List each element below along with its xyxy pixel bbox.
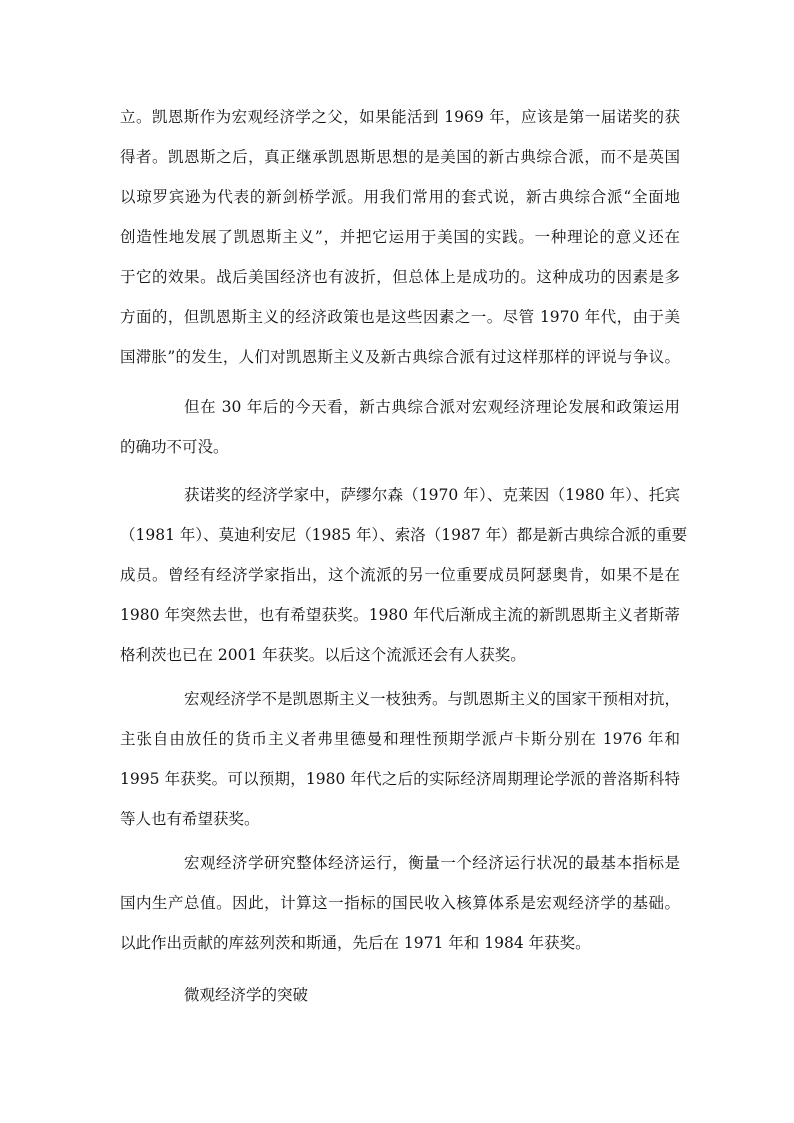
paragraph-keynes-legacy <box>120 97 680 377</box>
text-line: 得者。凯恩斯之后，真正继承凯恩斯思想的是美国的新古典综合派，而不是英国 <box>120 148 680 166</box>
text-line: 1980 年突然去世，也有希望获奖。1980 年代后渐成主流的新凯恩斯主义者斯蒂 <box>120 606 680 624</box>
text-line: （1981 年）、莫迪利安尼（1985 年）、索洛（1987 年）都是新古典综合派的重要 <box>120 526 688 544</box>
text-line: 立。凯恩斯作为宏观经济学之父，如果能活到 1969 年，应该是第一届诺奖的获 <box>120 108 680 126</box>
paragraph-national-accounts <box>120 843 680 963</box>
text-line: 获诺奖的经济学家中，萨缪尔森（1970 年）、克莱因（1980 年）、托宾 <box>184 486 680 504</box>
paragraph-nobel-laureates <box>120 475 688 675</box>
text-line: 宏观经济学不是凯恩斯主义一枝独秀。与凯恩斯主义的国家干预相对抗， <box>184 690 681 708</box>
text-line: 1995 年获奖。可以预期，1980 年代之后的实际经济周期理论学派的普洛斯科特 <box>120 770 680 788</box>
text-line: 方面的，但凯恩斯主义的经济政策也是这些因素之一。尽管 1970 年代，由于美 <box>120 308 680 326</box>
text-line: 成员。曾经有经济学家指出，这个流派的另一位重要成员阿瑟奥肯，如果不是在 <box>120 566 680 584</box>
text-line: 但在 30 年后的今天看，新古典综合派对宏观经济理论发展和政策运用 <box>184 398 680 416</box>
section-heading-microeconomics <box>120 975 680 1015</box>
text-line: 宏观经济学研究整体经济运行，衡量一个经济运行状况的最基本指标是 <box>184 854 680 872</box>
text-line: 国滞胀”的发生，人们对凯恩斯主义及新古典综合派有过这样那样的评说与争议。 <box>120 348 680 366</box>
text-line: 等人也有希望获奖。 <box>120 810 260 828</box>
text-line: 以琼罗宾逊为代表的新剑桥学派。用我们常用的套式说，新古典综合派“全面地 <box>120 188 680 206</box>
text-line: 创造性地发展了凯恩斯主义”，并把它运用于美国的实践。一种理论的意义还在 <box>120 228 680 246</box>
text-line: 国内生产总值。因此，计算这一指标的国民收入核算体系是宏观经济学的基础。 <box>120 894 680 912</box>
section-heading: 微观经济学的突破 <box>184 986 309 1004</box>
text-line: 格利茨也已在 2001 年获奖。以后这个流派还会有人获奖。 <box>120 646 526 664</box>
paragraph-monetarism <box>120 679 680 839</box>
text-line: 以此作出贡献的库兹列茨和斯通，先后在 1971 年和 1984 年获奖。 <box>120 934 591 952</box>
text-line: 主张自由放任的货币主义者弗里德曼和理性预期学派卢卡斯分别在 1976 年和 <box>120 730 680 748</box>
text-line: 的确功不可没。 <box>120 438 229 456</box>
text-line: 于它的效果。战后美国经济也有波折，但总体上是成功的。这种成功的因素是多 <box>120 268 680 286</box>
paragraph-thirty-years-later <box>120 387 680 467</box>
